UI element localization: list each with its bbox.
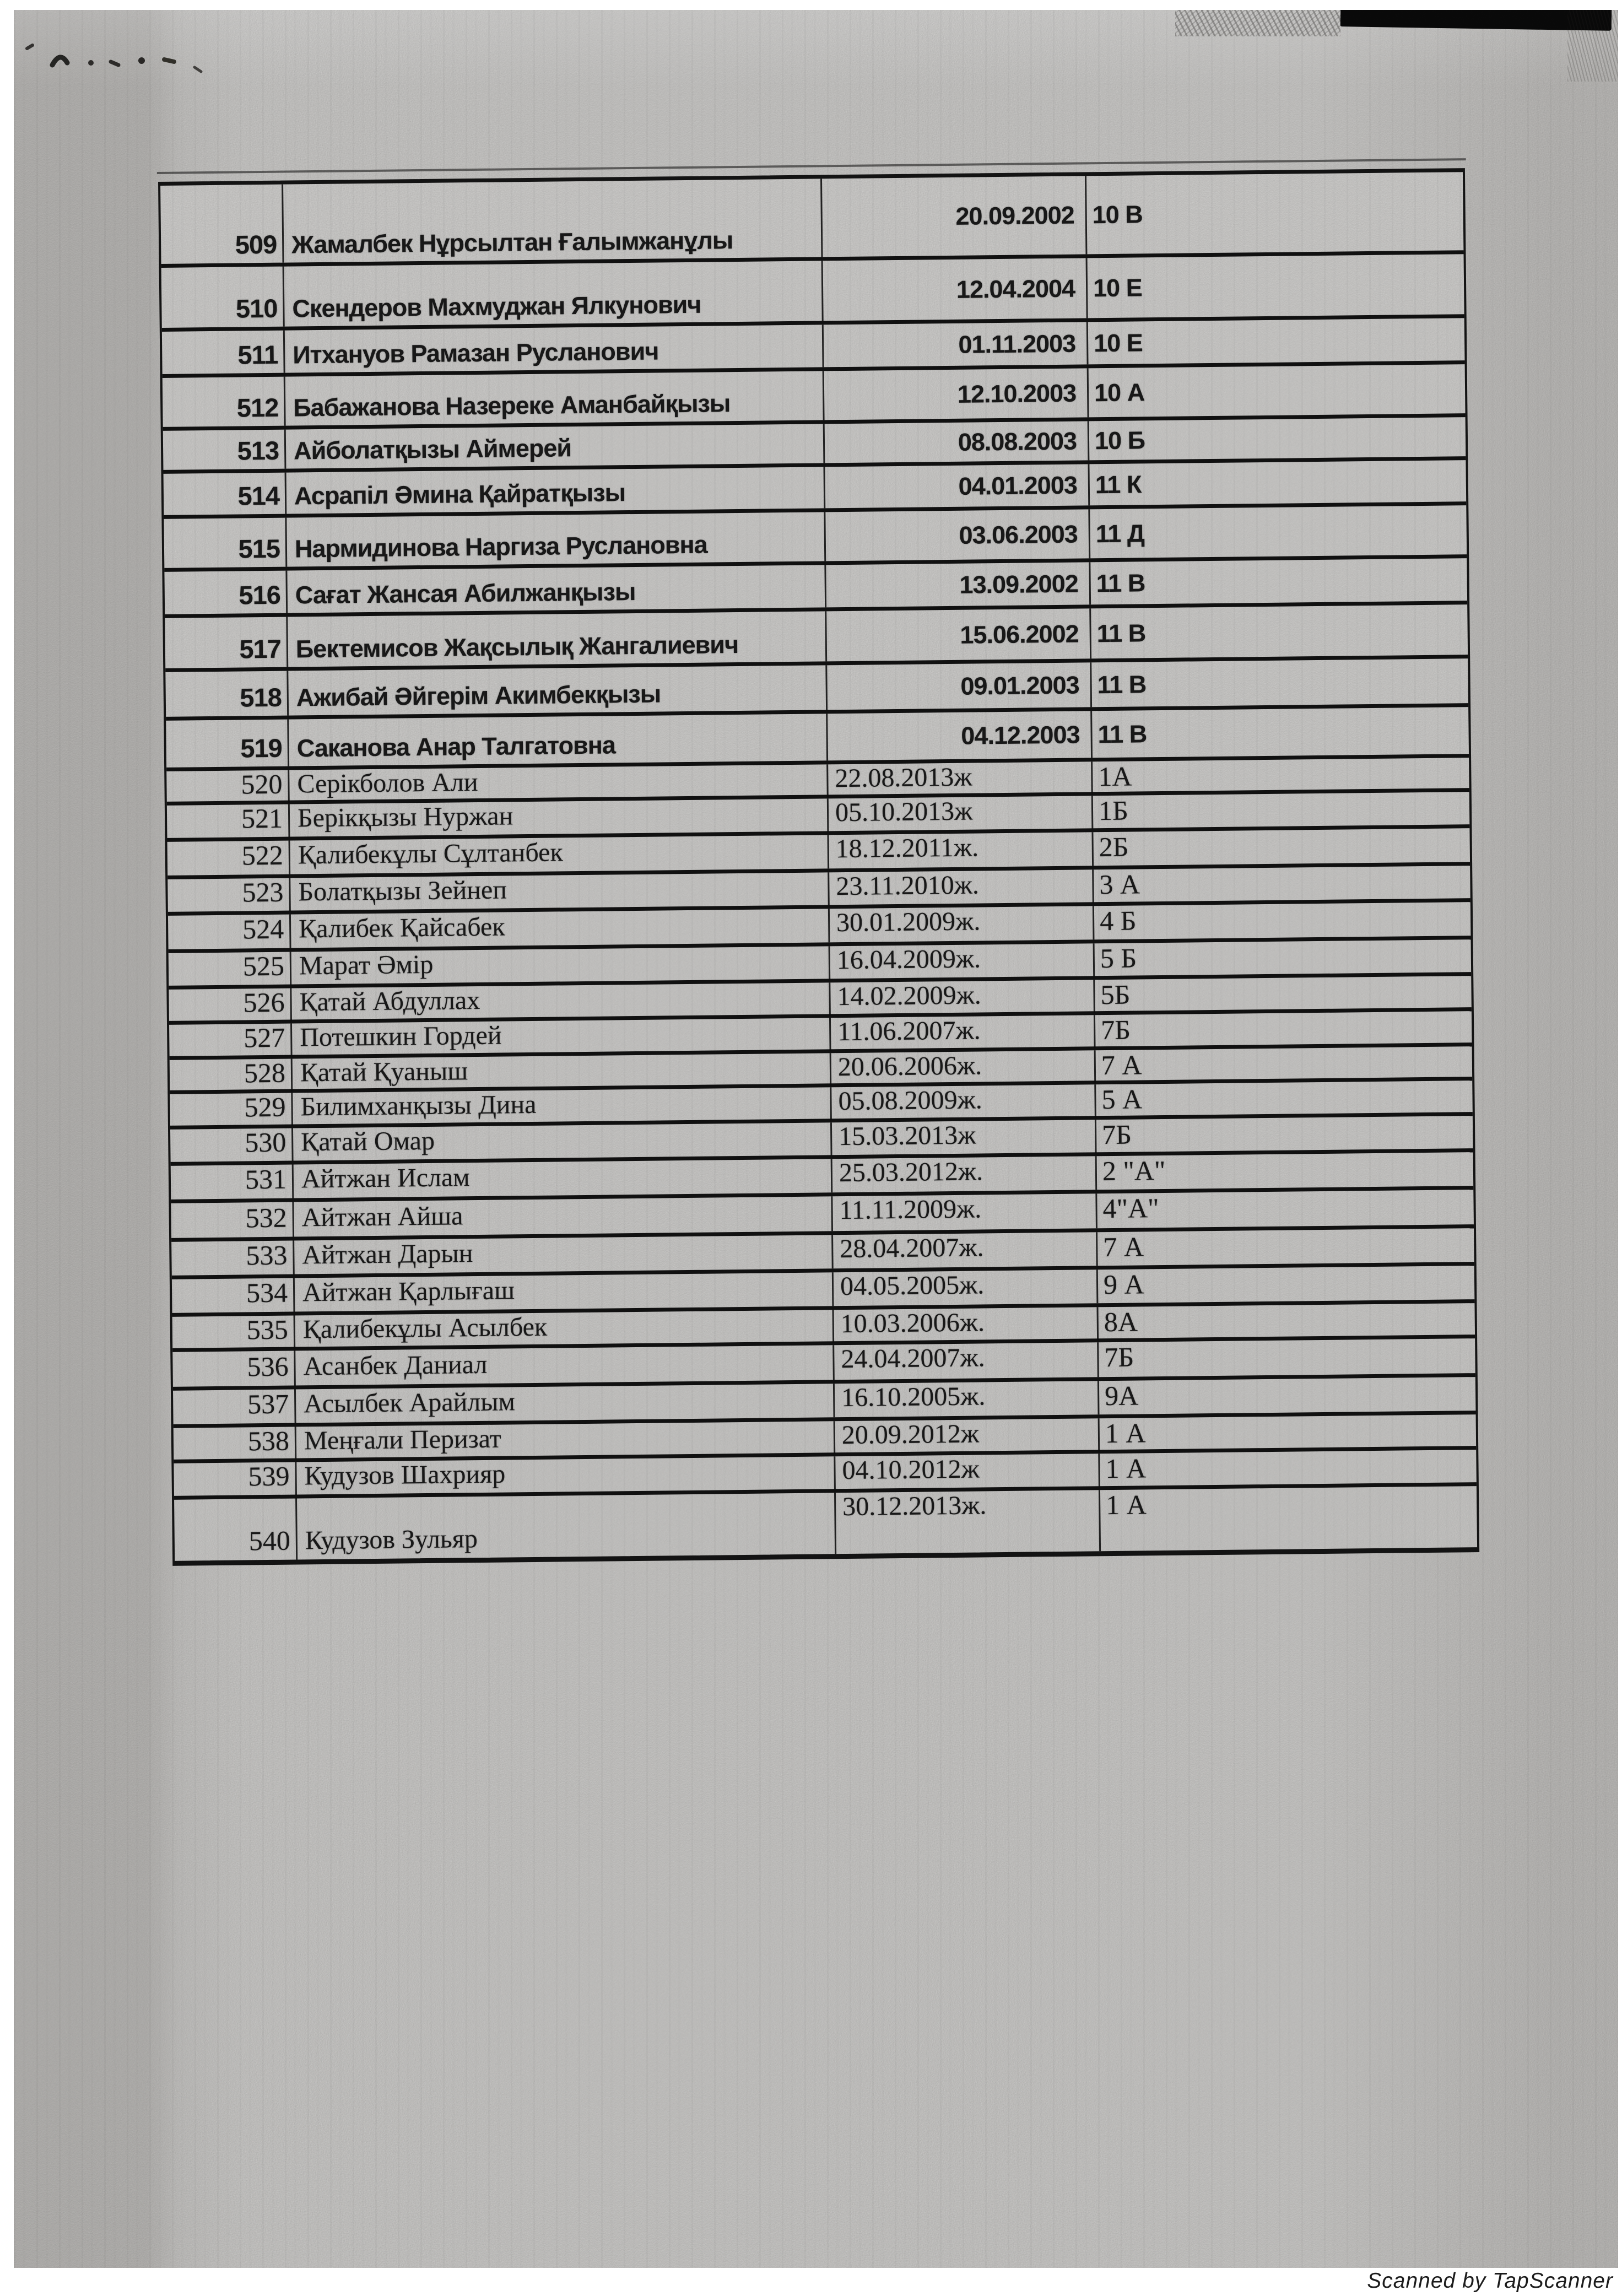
row-number: 536 xyxy=(247,1350,289,1382)
student-name: Қатай Абдуллах xyxy=(290,982,829,1021)
row-number: 522 xyxy=(241,839,284,871)
birth-date: 12.04.2004 xyxy=(821,258,1086,321)
grade-class: 3 А xyxy=(1092,866,1469,903)
grade-class: 4"А" xyxy=(1095,1190,1473,1228)
grade-class: 4 Б xyxy=(1093,902,1470,939)
row-number: 509 xyxy=(235,229,277,260)
birth-date: 15.06.2002 xyxy=(825,608,1090,661)
grade-class: 11 Д xyxy=(1088,505,1466,558)
birth-date: 04.10.2012ж xyxy=(834,1454,1099,1489)
student-name: Сағат Жансая Абилжанқызы xyxy=(285,565,825,613)
grade-class: 1 А xyxy=(1098,1414,1475,1451)
student-name: Бабажанова Назереке Аманбайқызы xyxy=(284,371,823,425)
student-name: Марат Әмір xyxy=(290,946,829,985)
row-number: 525 xyxy=(242,950,285,982)
row-number: 534 xyxy=(246,1277,288,1309)
birth-date: 30.01.2009ж. xyxy=(828,906,1093,942)
scanned-page xyxy=(14,10,1618,2268)
row-number: 529 xyxy=(244,1091,286,1123)
grade-class: 11 К xyxy=(1088,460,1465,505)
student-name: Бектемисов Жақсылық Жангалиевич xyxy=(286,611,825,667)
scan-noise-patch xyxy=(1175,10,1340,36)
birth-date: 01.11.2003 xyxy=(822,322,1087,367)
grade-class: 8А xyxy=(1096,1303,1474,1340)
birth-date: 10.03.2006ж. xyxy=(832,1307,1097,1343)
student-name: Потешкин Гордей xyxy=(290,1018,830,1056)
grade-class: 7Б xyxy=(1095,1116,1472,1153)
grade-class: 9 А xyxy=(1096,1266,1474,1303)
row-number: 519 xyxy=(240,733,283,763)
row-number: 512 xyxy=(236,392,279,423)
grade-class: 11 В xyxy=(1089,604,1467,658)
student-table xyxy=(158,168,1479,1566)
row-number: 516 xyxy=(239,580,281,610)
row-number: 515 xyxy=(238,533,280,564)
birth-date: 08.08.2003 xyxy=(823,421,1088,463)
row-number: 535 xyxy=(246,1314,289,1346)
grade-class: 1Б xyxy=(1091,792,1469,829)
grade-class: 10 Е xyxy=(1086,318,1464,364)
student-name: Асылбек Арайлым xyxy=(294,1384,834,1423)
student-name: Берікқызы Нуржан xyxy=(288,798,828,837)
student-name: Серікболов Али xyxy=(288,764,827,803)
birth-date: 16.04.2009ж. xyxy=(829,943,1094,979)
birth-date: 23.11.2010ж. xyxy=(828,869,1093,905)
student-name: Қалибекұлы Сұлтанбек xyxy=(289,835,828,874)
student-name: Ажибай Әйгерім Акимбекқызы xyxy=(286,665,826,715)
row-number: 530 xyxy=(244,1126,286,1158)
row-number: 537 xyxy=(247,1388,289,1420)
table-row xyxy=(161,250,1464,328)
birth-date: 05.08.2009ж. xyxy=(830,1084,1095,1120)
row-number: 518 xyxy=(240,682,282,712)
student-name: Қалибек Қайсабек xyxy=(289,909,829,948)
row-number: 538 xyxy=(247,1425,290,1457)
birth-date: 25.03.2012ж. xyxy=(831,1156,1096,1192)
student-name: Нармидинова Наргиза Руслановна xyxy=(285,512,824,566)
grade-class: 5 Б xyxy=(1093,939,1470,976)
row-number: 531 xyxy=(245,1163,287,1195)
grade-class: 11 В xyxy=(1090,707,1468,758)
student-name: Кудузов Зульяр xyxy=(295,1493,835,1559)
student-name: Асрапіл Әмина Қайратқызы xyxy=(285,467,824,514)
grade-class: 5 А xyxy=(1094,1081,1472,1117)
student-name: Жамалбек Нұрсылтан Ғалымжанұлы xyxy=(282,179,821,262)
row-number: 524 xyxy=(242,913,284,945)
student-name: Саканова Анар Талгатовна xyxy=(287,714,826,766)
student-name: Қалибекұлы Асылбек xyxy=(294,1310,833,1348)
stray-pen-marks xyxy=(24,39,332,121)
row-number: 520 xyxy=(241,768,283,800)
grade-class: 7 А xyxy=(1096,1228,1473,1266)
birth-date: 30.12.2013ж. xyxy=(834,1490,1099,1554)
birth-date: 22.08.2013ж xyxy=(826,761,1091,797)
student-name: Меңғали Перизат xyxy=(295,1421,834,1460)
row-number: 528 xyxy=(244,1057,286,1089)
row-number: 540 xyxy=(248,1525,291,1557)
grade-class: 9А xyxy=(1097,1377,1475,1414)
grade-class: 10 Е xyxy=(1086,254,1463,318)
row-number: 513 xyxy=(237,435,279,466)
student-name: Қатай Омар xyxy=(291,1122,831,1161)
grade-class: 11 В xyxy=(1090,658,1467,707)
student-name: Асанбек Даниал xyxy=(294,1345,833,1385)
student-name: Билимханқызы Дина xyxy=(291,1087,830,1126)
row-number: 510 xyxy=(235,293,278,323)
row-number: 532 xyxy=(245,1202,287,1234)
table-row xyxy=(160,172,1463,264)
birth-date: 03.06.2003 xyxy=(824,509,1089,561)
birth-date: 15.03.2013ж xyxy=(830,1120,1095,1155)
birth-date: 18.12.2011ж. xyxy=(827,832,1092,868)
grade-class: 1А xyxy=(1091,758,1468,795)
grade-class: 1 А xyxy=(1098,1450,1475,1487)
row-number: 511 xyxy=(237,339,278,370)
grade-class: 10 Б xyxy=(1088,417,1465,460)
birth-date: 24.04.2007ж. xyxy=(832,1342,1097,1380)
birth-date: 14.02.2009ж. xyxy=(829,980,1094,1015)
grade-class: 2 "А" xyxy=(1095,1152,1473,1190)
student-name: Айтжан Қарлығаш xyxy=(293,1272,832,1311)
row-number: 539 xyxy=(248,1460,290,1492)
table-body xyxy=(160,172,1477,1561)
student-name: Кудузов Шахрияр xyxy=(295,1456,834,1495)
grade-class: 2Б xyxy=(1091,828,1469,866)
row-number: 521 xyxy=(241,802,283,834)
birth-date: 11.11.2009ж. xyxy=(831,1193,1096,1231)
birth-date: 20.09.2002 xyxy=(820,176,1085,257)
birth-date: 04.01.2003 xyxy=(823,464,1088,508)
birth-date: 04.12.2003 xyxy=(826,711,1091,760)
grade-class: 1 А xyxy=(1099,1486,1476,1551)
grade-class: 11 В xyxy=(1089,558,1466,604)
student-name: Айтжан Айша xyxy=(292,1196,831,1236)
student-name: Скендеров Махмуджан Ялкунович xyxy=(283,261,822,326)
scanner-watermark: Scanned by TapScanner xyxy=(1367,2269,1613,2293)
grade-class: 10 В xyxy=(1085,172,1462,254)
student-name: Қатай Қуаныш xyxy=(291,1053,830,1092)
birth-date: 28.04.2007ж. xyxy=(831,1232,1096,1268)
student-name: Айтжан Ислам xyxy=(292,1159,831,1198)
birth-date: 11.06.2007ж. xyxy=(829,1015,1094,1051)
birth-date: 20.09.2012ж xyxy=(834,1418,1099,1454)
grade-class: 7Б xyxy=(1094,1011,1471,1048)
row-number: 523 xyxy=(242,876,284,908)
birth-date: 12.10.2003 xyxy=(823,368,1088,420)
birth-date: 20.06.2006ж. xyxy=(830,1050,1095,1086)
birth-date: 05.10.2013ж xyxy=(827,796,1092,831)
scan-edge-noise xyxy=(1567,10,1618,82)
student-name: Болатқызы Зейнеп xyxy=(289,872,828,911)
row-number: 533 xyxy=(246,1239,288,1271)
grade-class: 10 А xyxy=(1087,364,1464,417)
row-number: 514 xyxy=(237,480,280,511)
birth-date: 16.10.2005ж. xyxy=(833,1381,1098,1417)
birth-date: 04.05.2005ж. xyxy=(832,1269,1097,1306)
row-number: 526 xyxy=(243,986,285,1018)
student-table-wrap xyxy=(158,168,1479,1566)
row-number: 527 xyxy=(243,1022,285,1054)
birth-date: 09.01.2003 xyxy=(825,662,1090,710)
student-name: Айтжан Дарын xyxy=(293,1235,832,1274)
grade-class: 5Б xyxy=(1093,976,1470,1013)
student-name: Итхануов Рамазан Русланович xyxy=(283,325,823,372)
grade-class: 7 А xyxy=(1094,1046,1472,1083)
row-number: 517 xyxy=(239,634,282,664)
birth-date: 13.09.2002 xyxy=(824,562,1089,607)
grade-class: 7Б xyxy=(1097,1338,1474,1377)
student-name: Айболатқызы Аймерей xyxy=(284,424,824,468)
